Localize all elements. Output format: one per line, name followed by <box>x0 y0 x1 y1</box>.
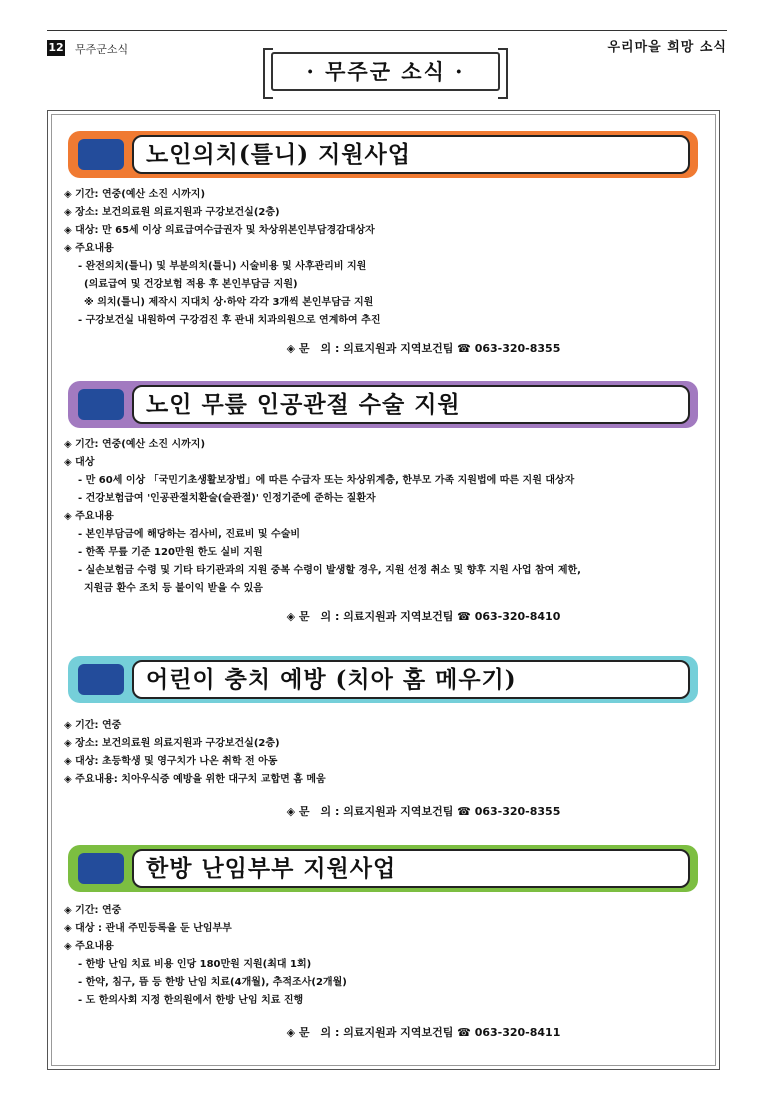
info-line: ◈ 대상: 만 65세 이상 의료급여수급권자 및 차상위본인부담경감대상자 <box>64 225 375 236</box>
info-line: ◈ 대상 : 관내 주민등록을 둔 난임부부 <box>64 923 232 934</box>
page-title: · 무주군 소식 · <box>271 52 500 91</box>
info-line: 지원금 환수 조치 등 불이익 받을 수 있음 <box>84 583 263 594</box>
contact-line: ◈ 문 의 : 의료지원과 지역보건팀 ☎ 063-320-8410 <box>286 610 561 623</box>
section-title: 한방 난임부부 지원사업 <box>132 849 690 888</box>
banner-square-icon <box>78 853 124 884</box>
section-banner <box>68 845 698 892</box>
banner-square-icon <box>78 389 124 420</box>
contact-line: ◈ 문 의 : 의료지원과 지역보건팀 ☎ 063-320-8355 <box>286 805 561 818</box>
info-line: - 한쪽 무릎 기준 120만원 한도 실비 지원 <box>78 547 263 558</box>
info-line: - 완전의치(틀니) 및 부분의치(틀니) 시술비용 및 사후관리비 지원 <box>78 261 367 272</box>
section-banner <box>68 131 698 178</box>
section-child-sealant <box>48 656 719 819</box>
contact-line: ◈ 문 의 : 의료지원과 지역보건팀 ☎ 063-320-8411 <box>286 1026 561 1039</box>
section-infertility <box>48 845 719 1040</box>
info-line: - 한방 난임 치료 비용 인당 180만원 지원(최대 1회) <box>78 959 312 970</box>
info-line: ◈ 기간: 연중(예산 소진 시까지) <box>64 439 206 450</box>
info-line: ◈ 주요내용 <box>64 243 114 254</box>
info-line: (의료급여 및 건강보험 적용 후 본인부담금 지원) <box>84 279 298 290</box>
page-number: 12 <box>48 41 64 54</box>
info-line: - 도 한의사회 지정 한의원에서 한방 난임 치료 진행 <box>78 995 304 1006</box>
info-line: ◈ 장소: 보건의료원 의료지원과 구강보건실(2층) <box>64 207 280 218</box>
section-body <box>64 186 719 330</box>
info-line: - 한약, 침구, 뜸 등 한방 난임 치료(4개월), 추적조사(2개월) <box>78 977 347 988</box>
banner-square-icon <box>78 664 124 695</box>
info-line: ◈ 기간: 연중 <box>64 720 122 731</box>
brand-logo-text: 우리마을 희망 소식 <box>607 40 727 55</box>
section-body <box>64 717 719 789</box>
top-rule <box>47 30 727 31</box>
banner-square-icon <box>78 139 124 170</box>
info-line: - 본인부담금에 해당하는 검사비, 진료비 및 수술비 <box>78 529 301 540</box>
section-body <box>64 436 719 598</box>
info-line: ◈ 기간: 연중 <box>64 905 122 916</box>
info-line: ◈ 주요내용 <box>64 511 114 522</box>
section-title: 노인 무릎 인공관절 수술 지원 <box>132 385 690 424</box>
contact-line: ◈ 문 의 : 의료지원과 지역보건팀 ☎ 063-320-8355 <box>286 342 561 355</box>
section-title: 어린이 충치 예방 (치아 홈 메우기) <box>132 660 690 699</box>
info-line: - 건강보험급여 '인공관절치환술(슬관절)' 인정기준에 준하는 질환자 <box>78 493 376 504</box>
info-line: ◈ 주요내용 <box>64 941 114 952</box>
info-line: ◈ 대상 <box>64 457 95 468</box>
content-frame <box>47 110 720 1070</box>
section-banner <box>68 381 698 428</box>
info-line: ◈ 주요내용: 치아우식증 예방을 위한 대구치 교합면 홈 메움 <box>64 774 326 785</box>
info-line: ◈ 대상: 초등학생 및 영구치가 나온 취학 전 아동 <box>64 756 278 767</box>
section-body <box>64 902 719 1010</box>
info-line: ※ 의치(틀니) 제작시 지대치 상·하악 각각 3개씩 본인부담금 지원 <box>84 297 374 308</box>
section-banner <box>68 656 698 703</box>
info-line: - 실손보험금 수령 및 기타 타기관과의 지원 중복 수령이 발생할 경우, 지원 선정 취소 및 향후 지원 사업 참여 제한, <box>78 565 581 576</box>
section-denture <box>48 131 719 356</box>
info-line: - 만 60세 이상 「국민기초생활보장법」에 따른 수급자 또는 차상위계층, 한부모 가족 지원법에 따른 지원 대상자 <box>78 475 575 486</box>
section-knee-surgery <box>48 381 719 624</box>
info-line: - 구강보건실 내원하여 구강검진 후 관내 치과의원으로 연계하여 추진 <box>78 315 381 326</box>
section-title: 노인의치(틀니) 지원사업 <box>132 135 690 174</box>
section-name: 무주군소식 <box>75 43 129 56</box>
info-line: ◈ 기간: 연중(예산 소진 시까지) <box>64 189 206 200</box>
info-line: ◈ 장소: 보건의료원 의료지원과 구강보건실(2층) <box>64 738 280 749</box>
